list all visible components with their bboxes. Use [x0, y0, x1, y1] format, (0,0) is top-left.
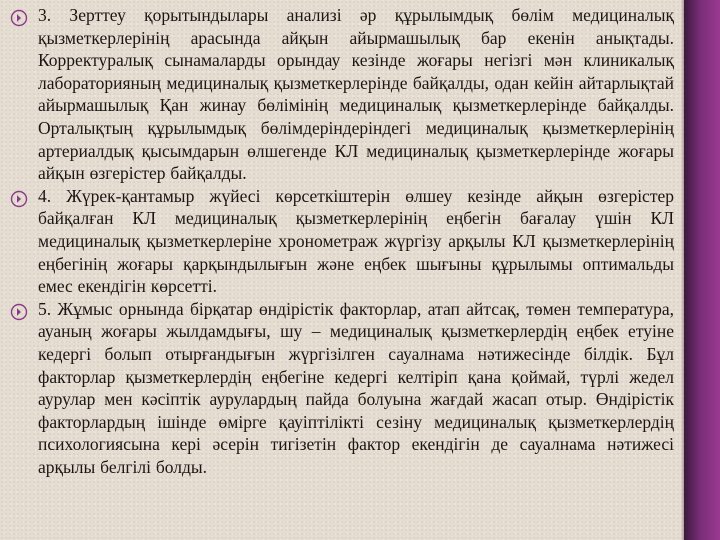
bullet-text: 4. Жүрек-қантамыр жүйесі көрсеткіштерін өлшеу кезінде айқын өзгерістер байқалған КЛ медициналық қызметкерлерінің еңбегін бағалау үшін КЛ медициналық қызметкерлеріне хронометраж жүргізу арқылы КЛ қызметкерлерінің еңбегінің жоғары қарқындылығын және еңбек шығыны құрылымы оптимальды емес екендігін көрсетті. [38, 185, 674, 297]
bullet-text: 3. Зерттеу қорытындылары анализі әр құрылымдық бөлім медициналық қызметкерлерінің арасында айқын айырмашылық бар екенін анықтады. Корректуралық сынамаларды орындау кезінде жоғары негізгі мән клиникалық лабораторияның медициналық қызметкерлерінде байқалды, одан кейін айтарлықтай айырмашылық Қан жинау бөлімінің медициналық қызметкерлерінде байқалды. Орталықтың құрылымдық бөлімдеріндеріндегі медициналық қызметкерлерінің артериалдық қысымдарын өлшегенде КЛ медициналық қызметкерлерінде жоғары айқын өзгерістер байқалды. [38, 5, 674, 184]
circled-arrow-icon [10, 9, 28, 27]
bullet-text: 5. Жұмыс орнында бірқатар өндірістік факторлар, атап айтсақ, төмен температура, ауаның жоғары жылдамдығы, шу – медициналық қызметкерлердің еңбек етуіне кедергі болып отырғандығын жүргізілген сауалнама нәтижесінде білдік. Бұл факторлар қызметкерлердің еңбегіне кедергі келтіріп қана қоймай, түрлі жедел аурулар мен кәсіптік аурулардың пайда болуына жағдай жасап отыр. Өндірістік факторлардың ішінде өмірге қауіптілікті сезіну медициналық қызметкерлердің психологиясына кері әсерін тигізетін фактор екендігін де сауалнама нәтижесі арқылы белгілі болды. [38, 298, 674, 477]
circled-arrow-icon [10, 303, 28, 321]
bullet-item-5 [10, 298, 674, 479]
bullet-item-3 [10, 4, 674, 185]
circled-arrow-icon [10, 190, 28, 208]
decorative-right-band [684, 0, 720, 540]
slide-body [10, 4, 674, 478]
bullet-item-4 [10, 185, 674, 298]
